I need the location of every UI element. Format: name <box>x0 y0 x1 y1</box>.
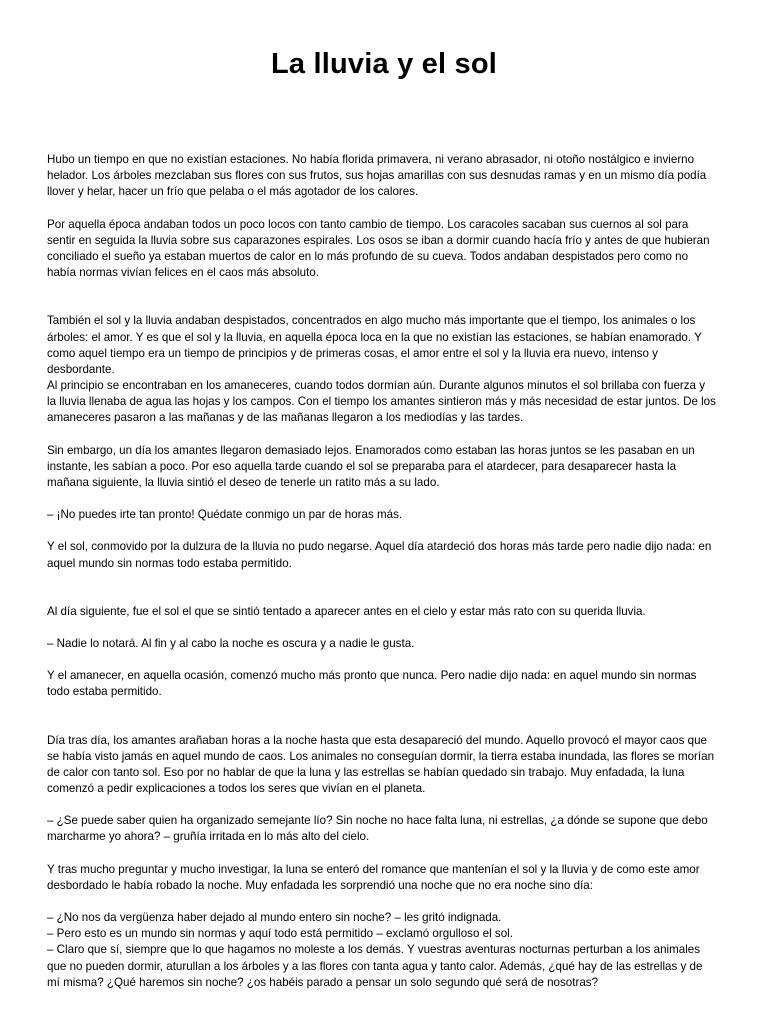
paragraph-line: Y el sol, conmovido por la dulzura de la lluvia no pudo negarse. Aquel día atardeció dos horas más tarde pero nadie dijo nada: en <box>47 540 712 554</box>
paragraph-line: marcharme yo ahora? – gruñía irritada en lo más alto del cielo. <box>47 830 370 844</box>
paragraph-line: desbordante. <box>47 362 115 376</box>
paragraph-line: instante, les sabían a poco. Por eso aquella tarde cuando el sol se preparaba para el atardecer, para desaparecer hasta la <box>47 459 677 473</box>
paragraph-line: Y el amanecer, en aquella ocasión, comenzó mucho más pronto que nunca. Pero nadie dijo nada: en aquel mundo sin normas <box>47 669 697 683</box>
paragraph-line: árboles: el amor. Y es que el sol y la lluvia, en aquella época loca en la que no existían las estaciones, se habían enamorado. Y <box>47 330 702 344</box>
paragraph-spacer <box>47 701 723 733</box>
paragraph-line: Sin embargo, un día los amantes llegaron demasiado lejos. Enamorados como estaban las horas juntos se les pasaban en un <box>47 443 695 457</box>
paragraph-spacer <box>47 894 723 910</box>
paragraph-line: También el sol y la lluvia andaban despistados, concentrados en algo mucho más importante que el tiempo, los animales o los <box>47 314 696 328</box>
story-paragraph <box>47 910 723 991</box>
paragraph-spacer <box>47 201 723 217</box>
paragraph-line: Al día siguiente, fue el sol el que se sintió tentado a aparecer antes en el cielo y estar más rato con su querida lluvia. <box>47 604 646 618</box>
paragraph-line: – ¡No puedes irte tan pronto! Quédate conmigo un par de horas más. <box>47 508 403 522</box>
paragraph-line: había normas vivían felices en el caos más absoluto. <box>47 266 319 280</box>
paragraph-line: Y tras mucho preguntar y mucho investigar, la luna se enteró del romance que mantenían el sol y la lluvia y de como este amor <box>47 862 700 876</box>
paragraph-spacer <box>47 620 723 636</box>
paragraph-line: – ¿No nos da vergüenza haber dejado al mundo entero sin noche? – les gritó indignada. <box>47 911 502 924</box>
paragraph-line: mañana siguiente, la lluvia sintió el deseo de tenerle un ratito más a su lado. <box>47 476 440 489</box>
paragraph-line: amaneceres pasaron a las mañanas y de las mañanas llegaron a los mediodías y las tardes. <box>47 411 524 425</box>
story-paragraph <box>47 539 723 571</box>
paragraph-line: aquel mundo sin normas todo estaba permitido. <box>47 556 292 570</box>
paragraph-spacer <box>47 427 723 443</box>
paragraph-line: la lluvia llenaba de agua las hojas y los campos. Con el tiempo los amantes sintieron más y más necesidad de estar juntos. De los <box>47 395 716 409</box>
paragraph-line: comenzó a pedir explicaciones a todos los seres que vivían en el planeta. <box>47 782 426 796</box>
story-paragraph <box>47 604 723 620</box>
story-paragraph <box>47 507 723 523</box>
paragraph-line: como aquel tiempo era un tiempo de principios y de primeras cosas, el amor entre el sol y la lluvia era nuevo, intenso y <box>47 346 658 360</box>
paragraph-spacer <box>47 572 723 604</box>
paragraph-spacer <box>47 846 723 862</box>
story-paragraph <box>47 217 723 282</box>
story-body <box>47 152 723 991</box>
paragraph-line: que no pueden dormir, aturullan a los árboles y a las flores con tanta agua y tanto calor. Además, ¿qué hay de las estrellas y de <box>47 959 703 973</box>
story-paragraph <box>47 813 723 845</box>
paragraph-line: conciliado el sueño ya estaban muertos de calor en lo más profundo de su cueva. Todos andaban despistados pero como no <box>47 249 689 263</box>
story-paragraph <box>47 152 723 201</box>
paragraph-line: Día tras día, los amantes arañaban horas a la noche hasta que esta desapareció del mundo. Aquello provocó el mayor caos que <box>47 733 707 747</box>
paragraph-line: sentir en seguida la lluvia sobre sus caparazones espirales. Los osos se iban a dormir cuando hacía frío y antes de que hubieran <box>47 233 710 247</box>
paragraph-line: llover y helar, hacer un frío que pelaba o el más agotador de los calores. <box>47 185 419 199</box>
paragraph-line: Al principio se encontraban en los amaneceres, cuando todos dormían aún. Durante algunos minutos el sol brillaba con fuerza y <box>47 379 706 393</box>
paragraph-line: mí misma? ¿Qué haremos sin noche? ¿os habéis parado a pensar un solo segundo qué será de nosotras? <box>47 975 599 989</box>
story-paragraph <box>47 733 723 798</box>
paragraph-line: todo estaba permitido. <box>47 685 162 699</box>
paragraph-line: Por aquella época andaban todos un poco locos con tanto cambio de tiempo. Los caracoles sacaban sus cuernos al sol para <box>47 217 689 231</box>
paragraph-line: – Claro que sí, siempre que lo que hagamos no moleste a los demás. Y vuestras aventuras nocturnas perturban a los animales <box>47 943 701 957</box>
paragraph-spacer <box>47 652 723 668</box>
paragraph-spacer <box>47 523 723 539</box>
story-paragraph <box>47 313 723 426</box>
paragraph-spacer <box>47 281 723 313</box>
paragraph-spacer <box>47 491 723 507</box>
paragraph-line: – Nadie lo notará. Al fin y al cabo la noche es oscura y a nadie le gusta. <box>47 636 415 650</box>
story-paragraph <box>47 668 723 700</box>
story-paragraph <box>47 636 723 652</box>
paragraph-line: de calor con tanto sol. Eso por no hablar de que la luna y las estrellas se habían quedado sin trabajo. Muy enfadada, la luna <box>47 765 685 779</box>
story-paragraph <box>47 862 723 894</box>
paragraph-line: desbordado le había robado la noche. Muy enfadada les sorprendió una noche que no era noche sino día: <box>47 878 593 892</box>
document-title: La lluvia y el sol <box>270 48 498 80</box>
paragraph-line: Hubo un tiempo en que no existían estaciones. No había florida primavera, ni verano abrasador, ni otoño nostálgico e invierno <box>47 153 695 166</box>
story-paragraph <box>47 443 723 492</box>
paragraph-line: – ¿Se puede saber quien ha organizado semejante lío? Sin noche no hace falta luna, ni estrellas, ¿a dónde se supone que debo <box>47 814 708 828</box>
paragraph-line: helador. Los árboles mezclaban sus flores con sus frutos, sus hojas amarillas con sus desnudas ramas y en un mismo día podía <box>47 169 707 183</box>
paragraph-spacer <box>47 797 723 813</box>
paragraph-line: – Pero esto es un mundo sin normas y aquí todo está permitido – exclamó orgulloso el sol. <box>47 927 513 941</box>
paragraph-line: se había visto jamás en aquel mundo de caos. Los animales no conseguían dormir, la tierra estaba inundada, las flores se morían <box>47 749 715 763</box>
